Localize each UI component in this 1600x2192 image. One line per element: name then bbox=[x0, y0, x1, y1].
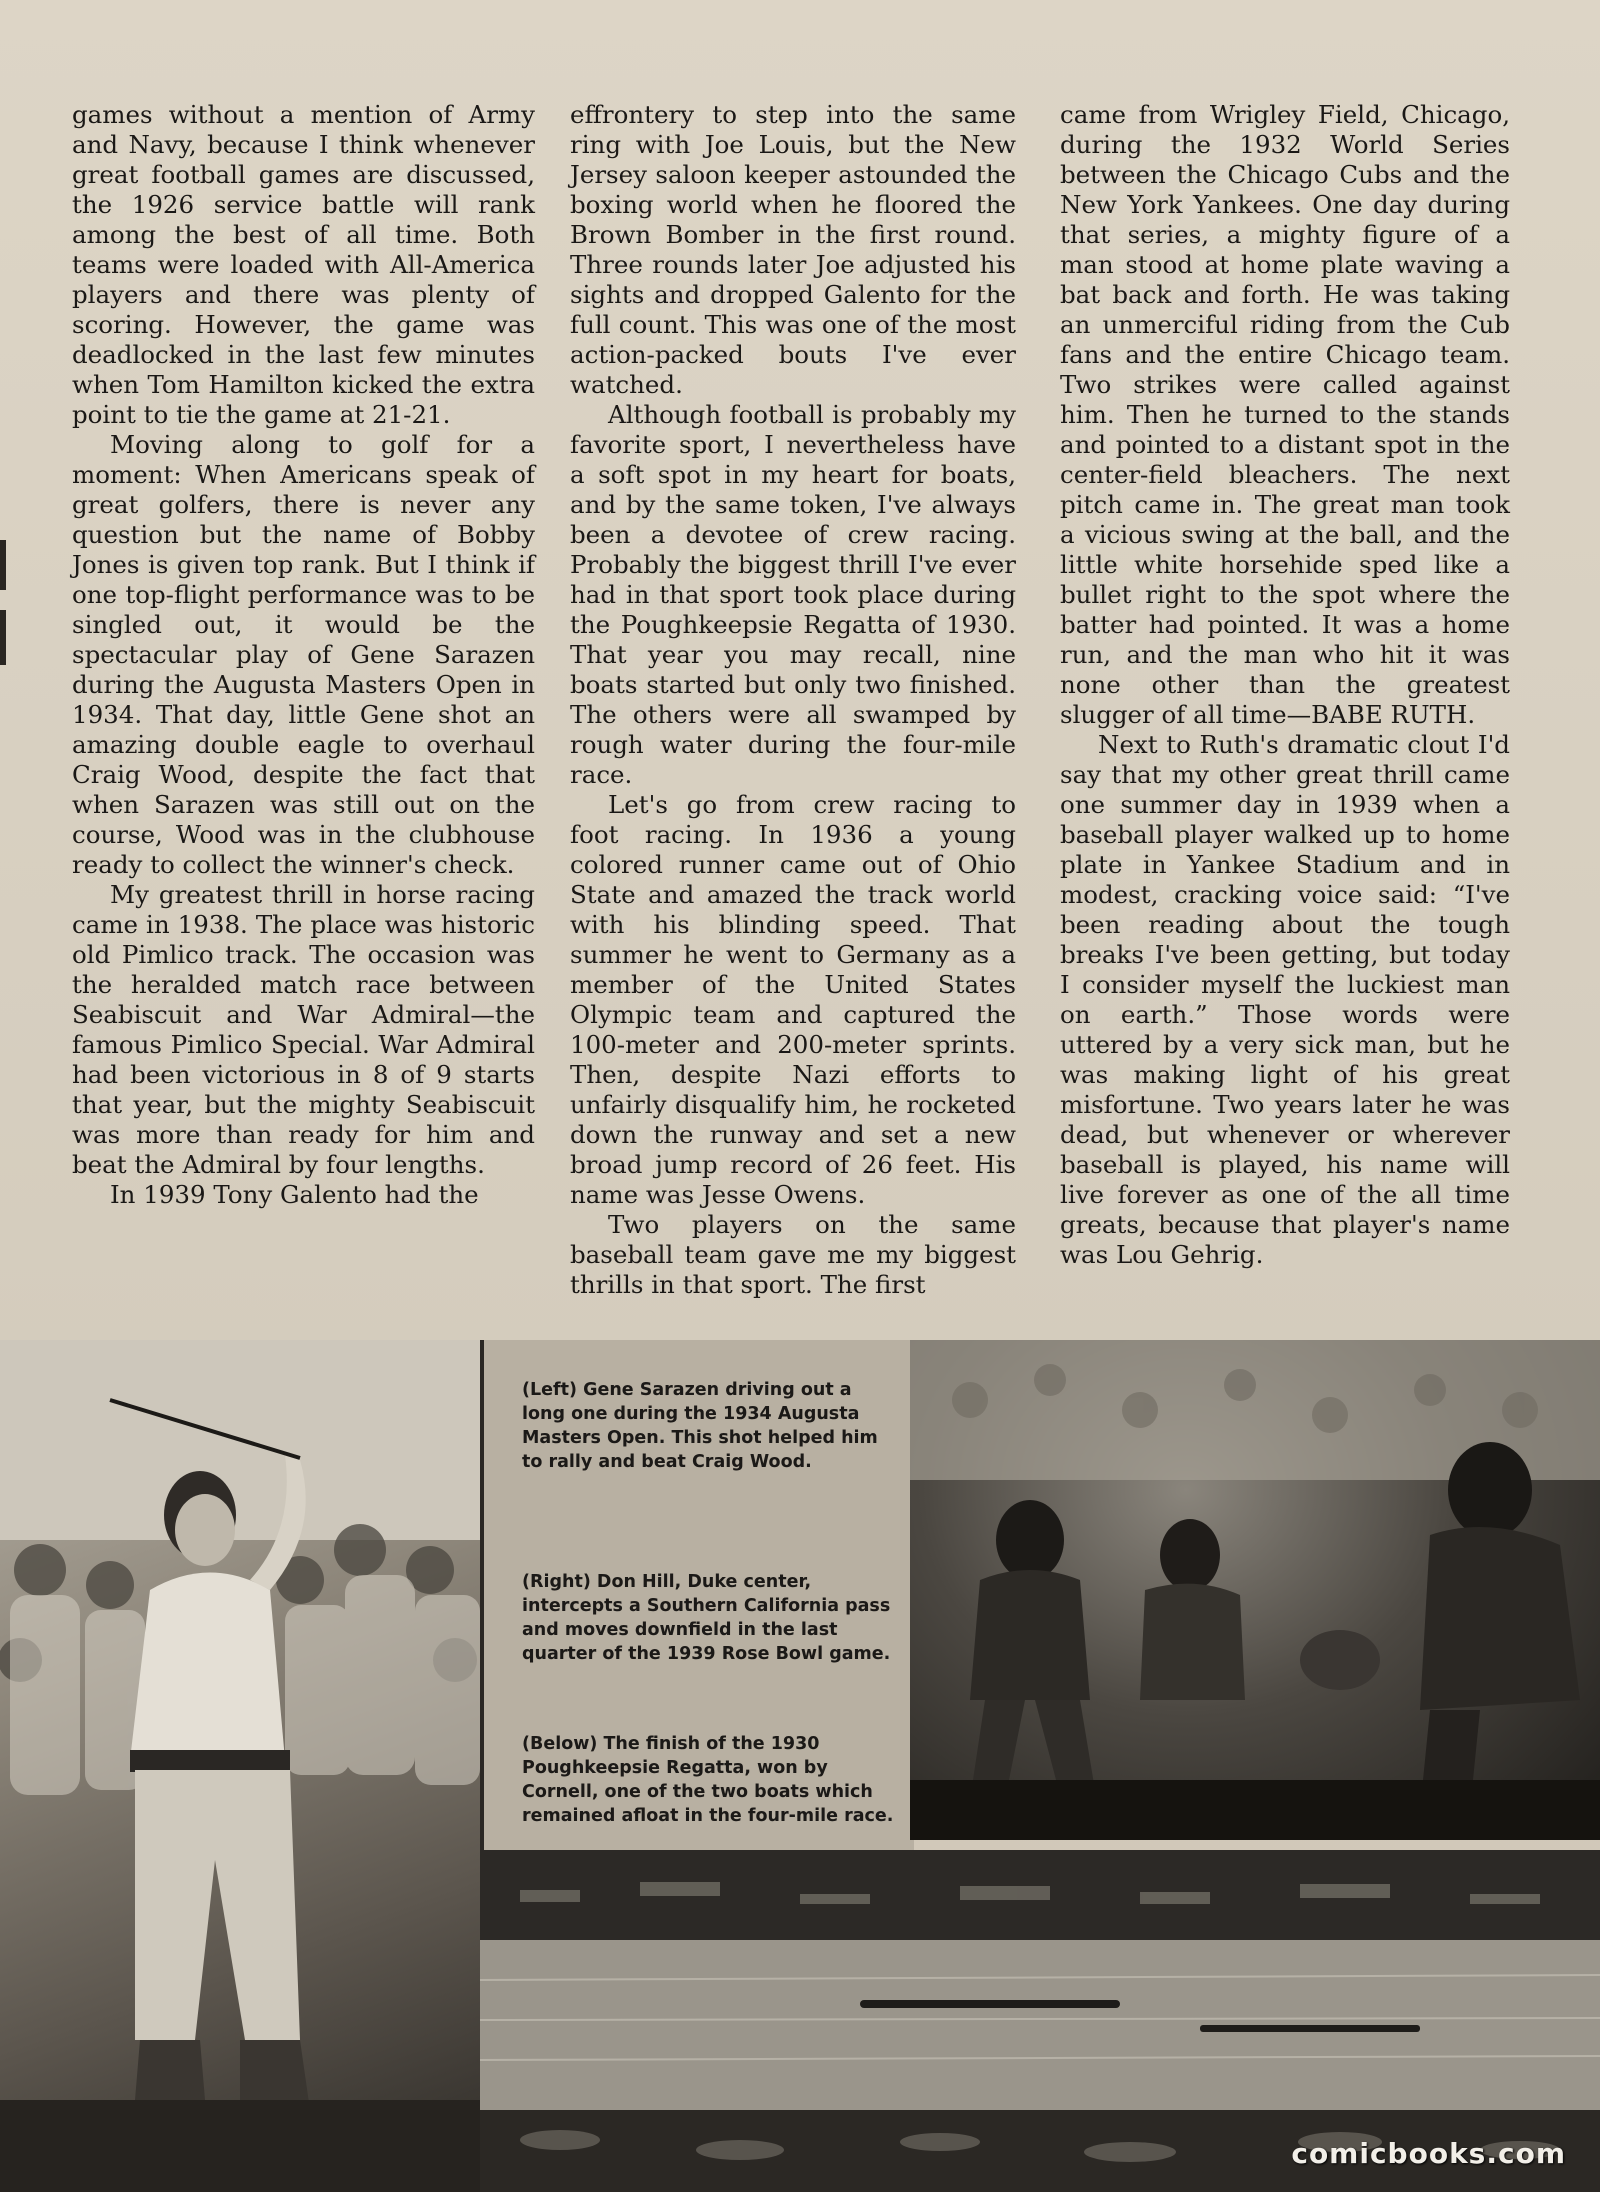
football-illustration bbox=[910, 1340, 1600, 1840]
photo-spread bbox=[0, 1340, 1600, 2192]
caption-right: (Right) Don Hill, Duke center, intercepts a Southern California pass and moves downfield in the last quarter of the 1939 Rose Bowl game. bbox=[522, 1572, 891, 1664]
caption-panel bbox=[480, 1340, 914, 1850]
watermark: comicbooks.com bbox=[1291, 2137, 1566, 2170]
caption-left: (Left) Gene Sarazen driving out a long one during the 1934 Augusta Masters Open. This shot helped him to rally and beat Craig Wood. bbox=[522, 1380, 878, 1472]
paragraph: My greatest thrill in horse racing came in 1938. The place was historic old Pimlico track. The occasion was the heralded match race between Seabiscuit and War Admiral—the famous Pimlico Special. War Admiral had been victorious in 8 of 9 starts that year, but the mighty Seabiscuit was more than ready for him and beat the Admiral by four lengths. bbox=[72, 880, 535, 1179]
caption-below: (Below) The finish of the 1930 Poughkeepsie Regatta, won by Cornell, one of the two boats which remained afloat in the four-mile race. bbox=[522, 1734, 894, 1826]
article-column-2 bbox=[570, 100, 1016, 1300]
paragraph: Moving along to golf for a moment: When Americans speak of great golfers, there is never any question but the name of Bobby Jones is given top rank. But I think if one top-flight performance was to be singled out, it would be the spectacular play of Gene Sarazen during the Augusta Masters Open in 1934. That day, little Gene shot an amazing double eagle to overhaul Craig Wood, despite the fact that when Sarazen was still out on the course, Wood was in the clubhouse ready to collect the winner's check. bbox=[72, 430, 535, 879]
football-photo bbox=[910, 1340, 1600, 1840]
golfer-photo bbox=[0, 1340, 480, 2192]
paragraph: Let's go from crew racing to foot racing. In 1936 a young colored runner came out of Ohio State and amazed the track world with his blinding speed. That summer he went to Germany as a member of the United States Olympic team and captured the 100-meter and 200-meter sprints. Then, despite Nazi efforts to unfairly disqualify him, he rocketed down the runway and set a new broad jump record of 26 feet. His name was Jesse Owens. bbox=[570, 790, 1016, 1209]
paragraph: In 1939 Tony Galento had the bbox=[110, 1180, 479, 1209]
paragraph: effrontery to step into the same ring with Joe Louis, but the New Jersey saloon keeper astounded the boxing world when he floored the Brown Bomber in the first round. Three rounds later Joe adjusted his sights and dropped Galento for the full count. This was one of the most action-packed bouts I've ever watched. bbox=[570, 100, 1016, 399]
article-column-1 bbox=[72, 100, 535, 1210]
page-edge-mark bbox=[0, 540, 6, 590]
article-column-3 bbox=[1060, 100, 1510, 1270]
paragraph: Next to Ruth's dramatic clout I'd say that my other great thrill came one summer day in 1939 when a baseball player walked up to home plate in Yankee Stadium and in modest, cracking voice said: “I've been reading about the tough breaks I've been getting, but today I consider myself the luckiest man on earth.” Those words were uttered by a very sick man, but he was making light of his great misfortune. Two years later he was dead, but whenever or wherever baseball is played, his name will live forever as one of the all time greats, because that player's name was Lou Gehrig. bbox=[1060, 730, 1510, 1269]
paragraph: came from Wrigley Field, Chicago, during the 1932 World Series between the Chicago Cubs and the New York Yankees. One day during that series, a mighty figure of a man stood at home plate waving a bat back and forth. He was taking an unmerciful riding from the Cub fans and the entire Chicago team. Two strikes were called against him. Then he turned to the stands and pointed to a distant spot in the center-field bleachers. The next pitch came in. The great man took a vicious swing at the ball, and the little white horsehide sped like a bullet right to the spot where the batter had pointed. It was a home run, and the man who hit it was none other than the greatest slugger of all time—BABE RUTH. bbox=[1060, 100, 1510, 729]
golfer-illustration bbox=[0, 1340, 480, 2192]
page-edge-mark bbox=[0, 610, 6, 665]
paragraph: Two players on the same baseball team gave me my biggest thrills in that sport. The first bbox=[570, 1210, 1016, 1299]
paragraph: Although football is probably my favorite sport, I nevertheless have a soft spot in my heart for boats, and by the same token, I've always been a devotee of crew racing. Probably the biggest thrill I've ever had in that sport took place during the Poughkeepsie Regatta of 1930. That year you may recall, nine boats started but only two finished. The others were all swamped by rough water during the four-mile race. bbox=[570, 400, 1016, 789]
paragraph: games without a mention of Army and Navy, because I think whenever great football games are discussed, the 1926 service battle will rank among the best of all time. Both teams were loaded with All-America players and there was plenty of scoring. However, the game was deadlocked in the last few minutes when Tom Hamilton kicked the extra point to tie the game at 21-21. bbox=[72, 100, 535, 429]
